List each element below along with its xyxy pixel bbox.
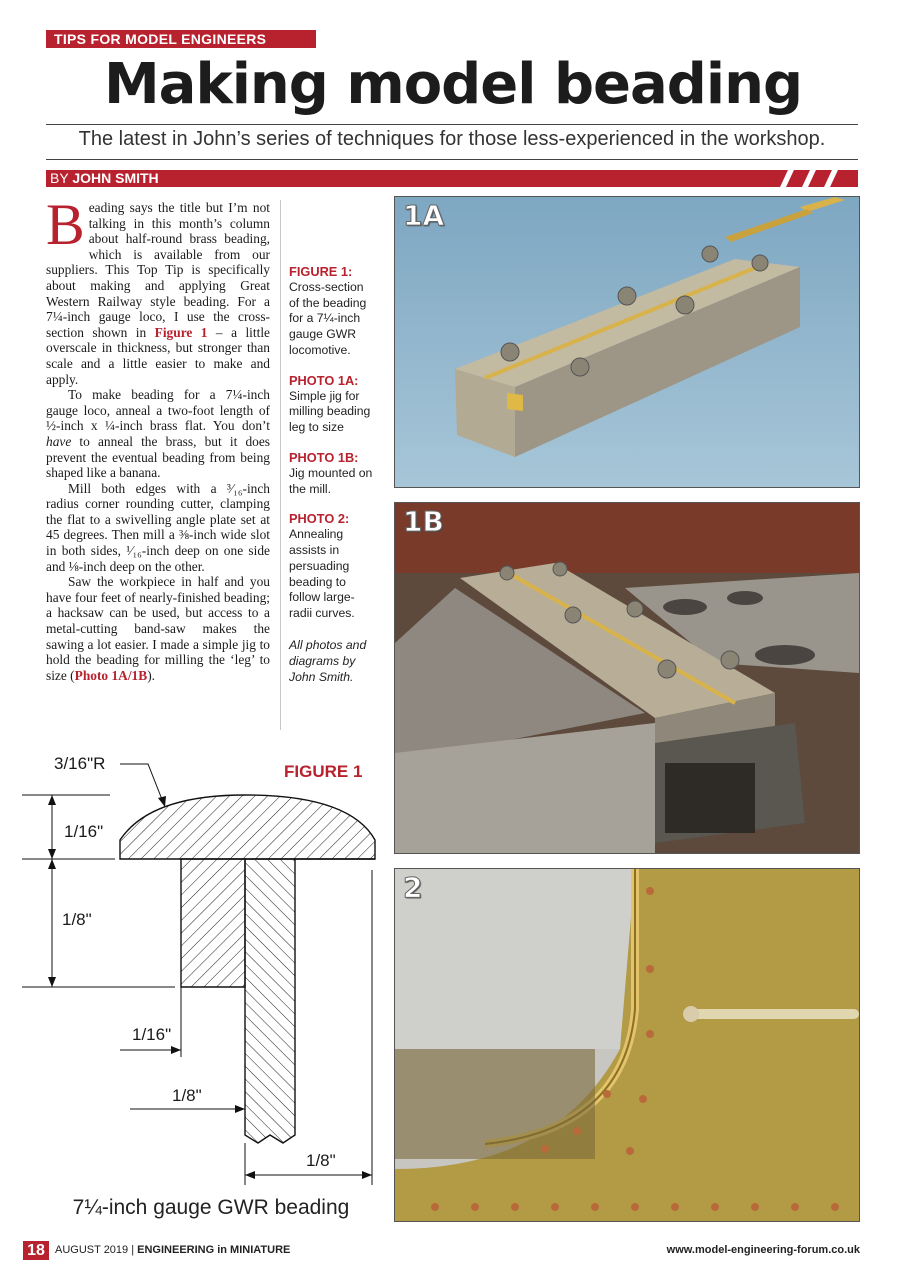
paragraph-4-text-a: Saw the workpiece in half and you have four feet of nearly-finished beading; a hacksaw can be used, but access to a metal-cutting band-saw makes the sawing a lot easier. I made a simple jig to hold the beading for milling the ‘leg’ to size ( [46,574,270,683]
photo-2-label: 2 [403,871,423,904]
photo-1b-caption-text: Jig mounted on the mill. [289,465,373,496]
photo-2-caption-heading: PHOTO 2: [289,511,350,527]
byline-slash-decoration [780,170,794,187]
photo-1b [394,502,860,854]
paragraph-2-text-b: to anneal the brass, but it does prevent the eventual beading from being shaped like a banana. [46,433,270,481]
figure-1-title: FIGURE 1 [284,762,363,781]
figure-dim-1-8-vertical: 1/8" [62,910,92,929]
section-tag: TIPS FOR MODEL ENGINEERS [46,30,316,48]
paragraph-2-text-a: To make beading for a 7¼-inch gauge loco, anneal a two-foot length of ½-inch x ¼-inch brass flat. You don’t [46,387,270,434]
photo-1b-label: 1B [403,505,444,538]
page-title: Making model beading [103,52,803,117]
figure-dim-1-16-horizontal: 1/16" [132,1025,172,1044]
page-number: 18 [23,1241,49,1260]
paragraph-1 [46,192,270,387]
drop-cap: B [46,192,85,257]
photo-credit: All photos and diagrams by John Smith. [289,637,367,684]
figure-1-caption-heading: FIGURE 1: [289,264,353,279]
byline-slash-decoration [824,170,838,187]
footer-magazine: ENGINEERING in MINIATURE [137,1244,291,1256]
photo-1b-caption-heading: PHOTO 1B: [289,449,359,465]
subtitle: The latest in John’s series of techniques for those less-experienced in the workshop. [78,128,826,150]
byline [46,170,858,187]
photo-1a-caption-text: Simple jig for milling beading leg to size [289,388,371,435]
title-rule-top [46,124,858,125]
photo-2-caption-text: Annealing assists in persuading beading to follow large-radii curves. [289,527,355,621]
figure-dim-1-16-vertical: 1/16" [64,822,104,841]
figure-1-caption: 7¼-inch gauge GWR beading [72,1196,350,1219]
photo-1a-label: 1A [403,199,445,232]
paragraph-4-text-b: ). [147,667,155,683]
photo-1a-caption-heading: PHOTO 1A: [289,372,359,388]
photo-2 [394,868,860,1222]
figure-radius-label: 3/16"R [54,754,106,773]
photo-1a-1b-link[interactable]: Photo 1A/1B [74,667,148,683]
figure-1-cross-section [0,745,390,1185]
column-divider [280,200,281,730]
figure-dim-1-8-horizontal: 1/8" [172,1086,202,1105]
photo-1b-mill-illustration [395,503,859,853]
figure-1-link[interactable]: Figure 1 [154,324,208,340]
paragraph-2 [46,387,270,481]
paragraph-1-text-a: eading says the title but I’m not talking in this month’s column about half-round brass beading, which is available from our suppliers. This Top Tip is specifically about making and applying Great Western Railway style beading. For a 7¼-inch gauge loco, I use the cross-section shown in [46,200,270,340]
caption-column [289,264,375,685]
title-rule-bottom [46,159,858,160]
footer-issue-date: AUGUST 2019 [55,1244,129,1256]
figure-dim-1-8-sheet: 1/8" [306,1151,336,1170]
photo-2-brass-illustration [395,869,859,1221]
footer-url[interactable]: www.model-engineering-forum.co.uk [666,1244,860,1256]
paragraph-3: Mill both edges with a ³⁄₁₆-inch radius corner rounding cutter, clamping the flat to a swivelling angle plate set at 45 degrees. Then mill a ⅜-inch wide slot in both sides, ¹⁄₁₆-inch deep on one side and ⅛-inch deep on the other. [46,480,270,574]
footer-issue [55,1244,290,1256]
paragraph-1-text-b: – a little overscale in thickness, but stronger than scale and a little easier to make and apply. [46,324,270,387]
article-body [46,192,270,683]
byline-author: JOHN SMITH [72,170,159,186]
photo-1a [394,196,860,488]
paragraph-2-emphasis: have [46,433,72,449]
byline-slash-decoration [802,170,816,187]
footer-separator: | [131,1244,135,1256]
figure-1-caption-text: Cross-section of the beading for a 7¼-inch gauge GWR locomotive. [289,279,367,357]
byline-prefix: BY [50,170,69,186]
paragraph-4 [46,574,270,683]
photo-1a-jig-illustration [395,197,859,487]
